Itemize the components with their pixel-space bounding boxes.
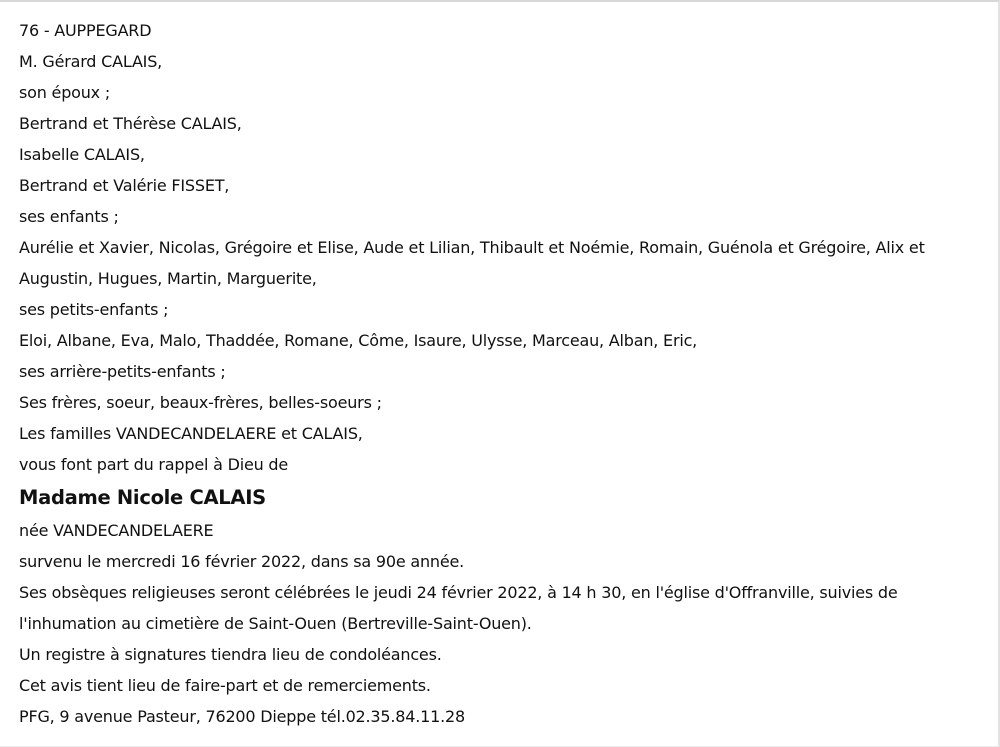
notice-line-great-grandchildren-role: ses arrière-petits-enfants ;	[19, 362, 226, 381]
notice-line-great-grandchildren: Eloi, Albane, Eva, Malo, Thaddée, Romane, Côme, Isaure, Ulysse, Marceau, Alban, Eric,	[19, 331, 698, 350]
location-header: 76 - AUPPEGARD	[19, 21, 152, 40]
death-info: survenu le mercredi 16 février 2022, dans sa 90e année.	[19, 552, 465, 571]
obituary-notice	[19, 15, 994, 732]
notice-line-child-2: Isabelle CALAIS,	[19, 145, 145, 164]
notice-line-grandchildren-role: ses petits-enfants ;	[19, 300, 169, 319]
registry-info: Un registre à signatures tiendra lieu de condoléances.	[19, 645, 442, 664]
notice-line-spouse-role: son époux ;	[19, 83, 111, 102]
notice-line-families: Les familles VANDECANDELAERE et CALAIS,	[19, 424, 363, 443]
notice-line-child-1: Bertrand et Thérèse CALAIS,	[19, 114, 242, 133]
notice-line-children-role: ses enfants ;	[19, 207, 119, 226]
closing-note: Cet avis tient lieu de faire-part et de remerciements.	[19, 676, 431, 695]
funeral-info: Ses obsèques religieuses seront célébrées le jeudi 24 février 2022, à 14 h 30, en l'église d'Offranville, suivies de l'inhumation au cimetière de Saint-Ouen (Bertreville-Saint-Ouen).	[19, 583, 898, 633]
notice-line-announcement: vous font part du rappel à Dieu de	[19, 455, 289, 474]
deceased-name: Madame Nicole CALAIS	[19, 486, 266, 509]
notice-line-child-3: Bertrand et Valérie FISSET,	[19, 176, 230, 195]
notice-line-spouse: M. Gérard CALAIS,	[19, 52, 163, 71]
birth-name: née VANDECANDELAERE	[19, 521, 214, 540]
notice-line-grandchildren: Aurélie et Xavier, Nicolas, Grégoire et Elise, Aude et Lilian, Thibault et Noémie, Romain, Guénola et Grégoire, Alix et Augustin, Hugues, Martin, Marguerite,	[19, 238, 925, 288]
funeral-home-contact: PFG, 9 avenue Pasteur, 76200 Dieppe tél.02.35.84.11.28	[19, 707, 465, 726]
notice-line-siblings: Ses frères, soeur, beaux-frères, belles-soeurs ;	[19, 393, 382, 412]
